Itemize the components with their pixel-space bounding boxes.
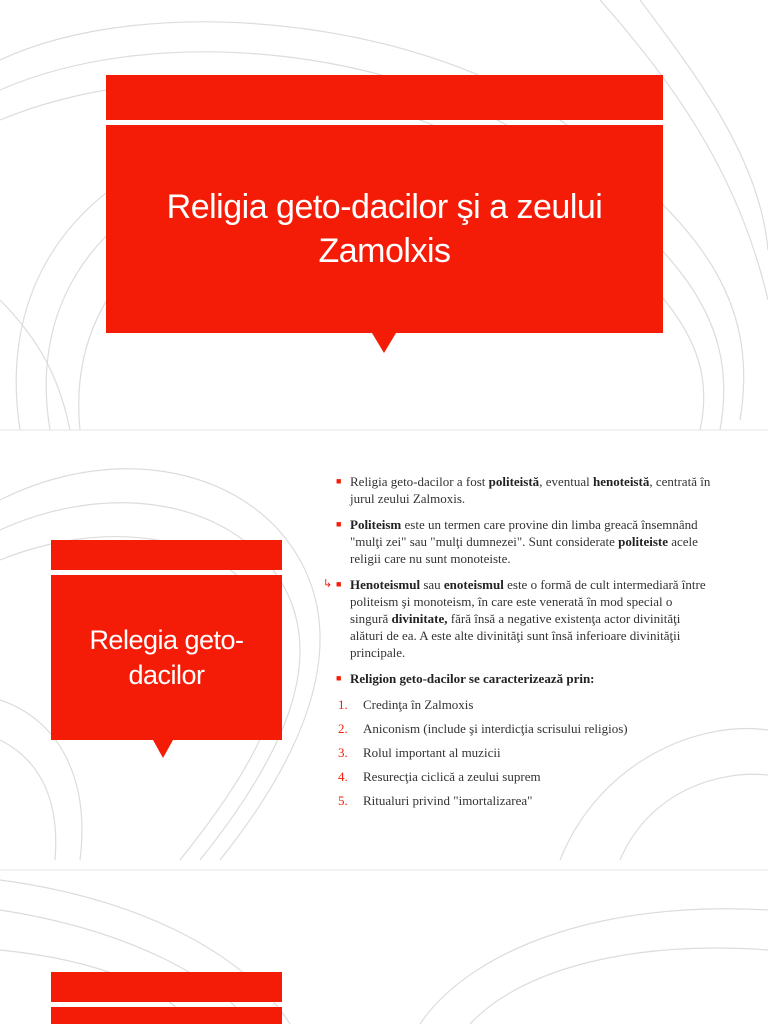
bullet-item — [336, 670, 711, 687]
square-bullet-icon: ■ — [336, 476, 342, 486]
item-number: 5. — [338, 793, 348, 808]
bullet-text: divinitate, — [391, 611, 448, 626]
bullet-item — [336, 473, 711, 507]
bullet-text: politeiste — [618, 534, 668, 549]
bullet-list — [323, 473, 711, 687]
bullet-text: fără însă a negative existenţa actor divinităţi alături de ea. A este alte divinităţi sunt însă inferioare divinităţii principale. — [350, 611, 681, 660]
bullet-text: este un termen care provine din limba greacă însemnând "mulţi zei" sau "mulţi dumnezei". Sunt considerate — [350, 517, 698, 549]
bullet-text: , centrată în jurul zeului Zalmoxis. — [350, 474, 711, 506]
item-text: Rolul important al muzicii — [363, 745, 501, 760]
square-bullet-icon: ■ — [336, 579, 342, 589]
bullet-text: politeistă — [488, 474, 540, 489]
numbered-item — [336, 768, 711, 785]
item-text: Aniconism (include şi interdicţia scrisului religios) — [363, 721, 628, 736]
item-number: 2. — [338, 721, 348, 736]
bullet-text: Religia geto-dacilor a fost — [350, 474, 489, 489]
section-title-text: Relegia geto-dacilor — [89, 624, 244, 690]
item-text: Ritualuri privind "imortalizarea" — [363, 793, 533, 808]
bullet-text: Religion geto-dacilor se caracterizează prin: — [350, 671, 595, 686]
sub-bullet-arrow-icon: ↳ — [323, 578, 333, 590]
bullet-text: este o formă de cult intermediară între politeism şi monoteism, în care este venerată în mod special o singură — [350, 577, 706, 626]
bullet-text: enoteismul — [443, 577, 504, 592]
next-slide-title-box — [51, 1007, 282, 1024]
slide-title — [0, 0, 768, 430]
next-slide-accent-strip — [51, 972, 282, 1002]
section-accent-strip — [51, 540, 282, 570]
slide-title-text: Religia geto-dacilor şi a zeului Zamolxis — [166, 188, 603, 270]
square-bullet-icon: ■ — [336, 519, 342, 529]
title-box-pointer — [372, 333, 396, 353]
item-number: 1. — [338, 697, 348, 712]
bullet-text: henoteistă — [592, 474, 650, 489]
square-bullet-icon: ■ — [336, 673, 342, 683]
numbered-item — [336, 696, 711, 713]
bullet-item — [336, 516, 711, 567]
bullet-text: Henoteismul — [350, 577, 421, 592]
bullet-item — [323, 576, 711, 661]
numbered-item — [336, 792, 711, 809]
bullet-text: sau — [420, 577, 444, 592]
title-accent-strip — [106, 75, 663, 120]
numbered-item — [336, 720, 711, 737]
bullet-text: , eventual — [539, 474, 593, 489]
bullet-text: acele religii care nu sunt monoteiste. — [350, 534, 698, 566]
slide-body — [323, 473, 711, 816]
item-text: Credinţa în Zalmoxis — [363, 697, 474, 712]
item-number: 3. — [338, 745, 348, 760]
section-box-pointer — [153, 740, 173, 758]
numbered-item — [336, 744, 711, 761]
item-number: 4. — [338, 769, 348, 784]
item-text: Resurecţia ciclică a zeului suprem — [363, 769, 541, 784]
bullet-text: Politeism — [350, 517, 402, 532]
numbered-list — [336, 696, 711, 809]
